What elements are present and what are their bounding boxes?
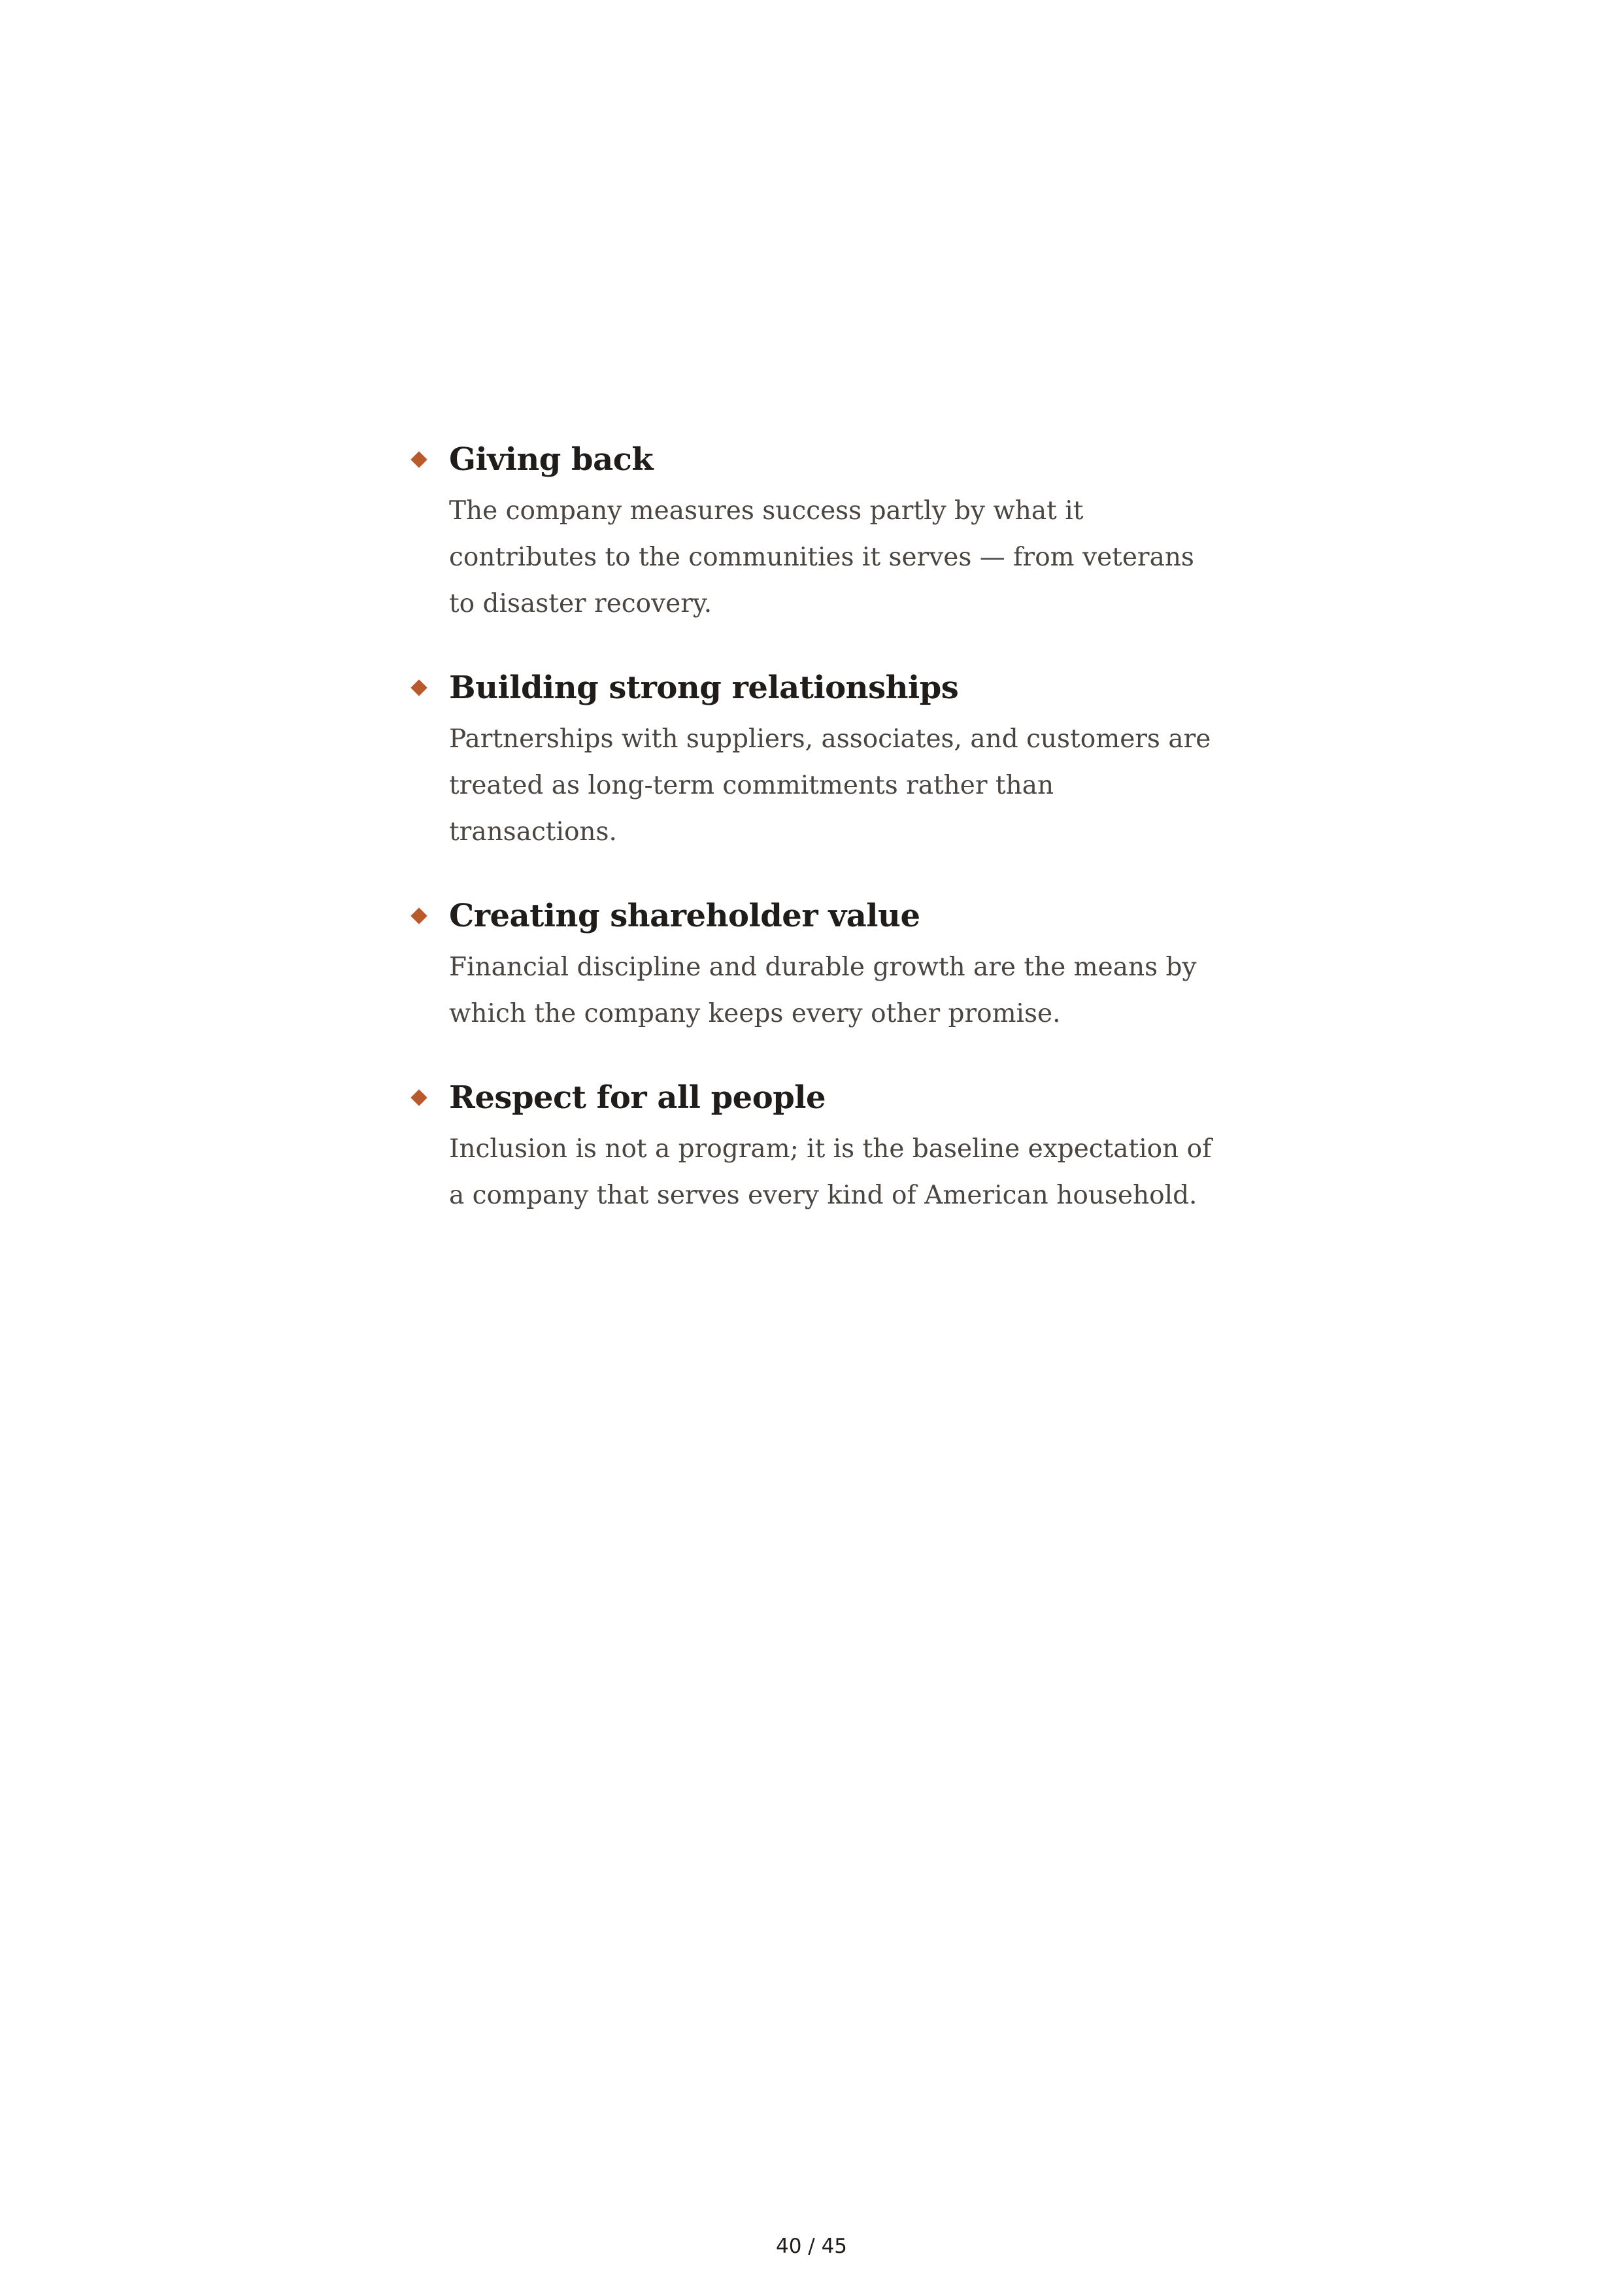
value-item-building-relationships [405, 665, 1222, 855]
value-item-respect [405, 1075, 1222, 1219]
diamond-bullet-icon [410, 1089, 427, 1106]
diamond-bullet-icon [410, 679, 427, 696]
value-description: Partnerships with suppliers, associates, and customers are treated as long-term commitments rather than transactions. [449, 724, 1211, 847]
value-description: Inclusion is not a program; it is the baseline expectation of a company that serves every kind of American household. [449, 1134, 1212, 1210]
value-title: Building strong relationships [449, 669, 959, 706]
page-number: 40 / 45 [775, 2235, 848, 2258]
value-title: Respect for all people [449, 1079, 826, 1116]
value-description: The company measures success partly by what it contributes to the communities it serves — from veterans to disaster recovery. [449, 496, 1194, 618]
value-description: Financial discipline and durable growth are the means by which the company keeps every other promise. [449, 953, 1197, 1028]
values-list [405, 437, 1222, 1257]
value-item-shareholder-value [405, 893, 1222, 1037]
value-item-giving-back [405, 437, 1222, 627]
diamond-bullet-icon [410, 907, 427, 924]
value-title: Creating shareholder value [449, 898, 920, 934]
value-title: Giving back [449, 441, 654, 478]
diamond-bullet-icon [410, 451, 427, 467]
